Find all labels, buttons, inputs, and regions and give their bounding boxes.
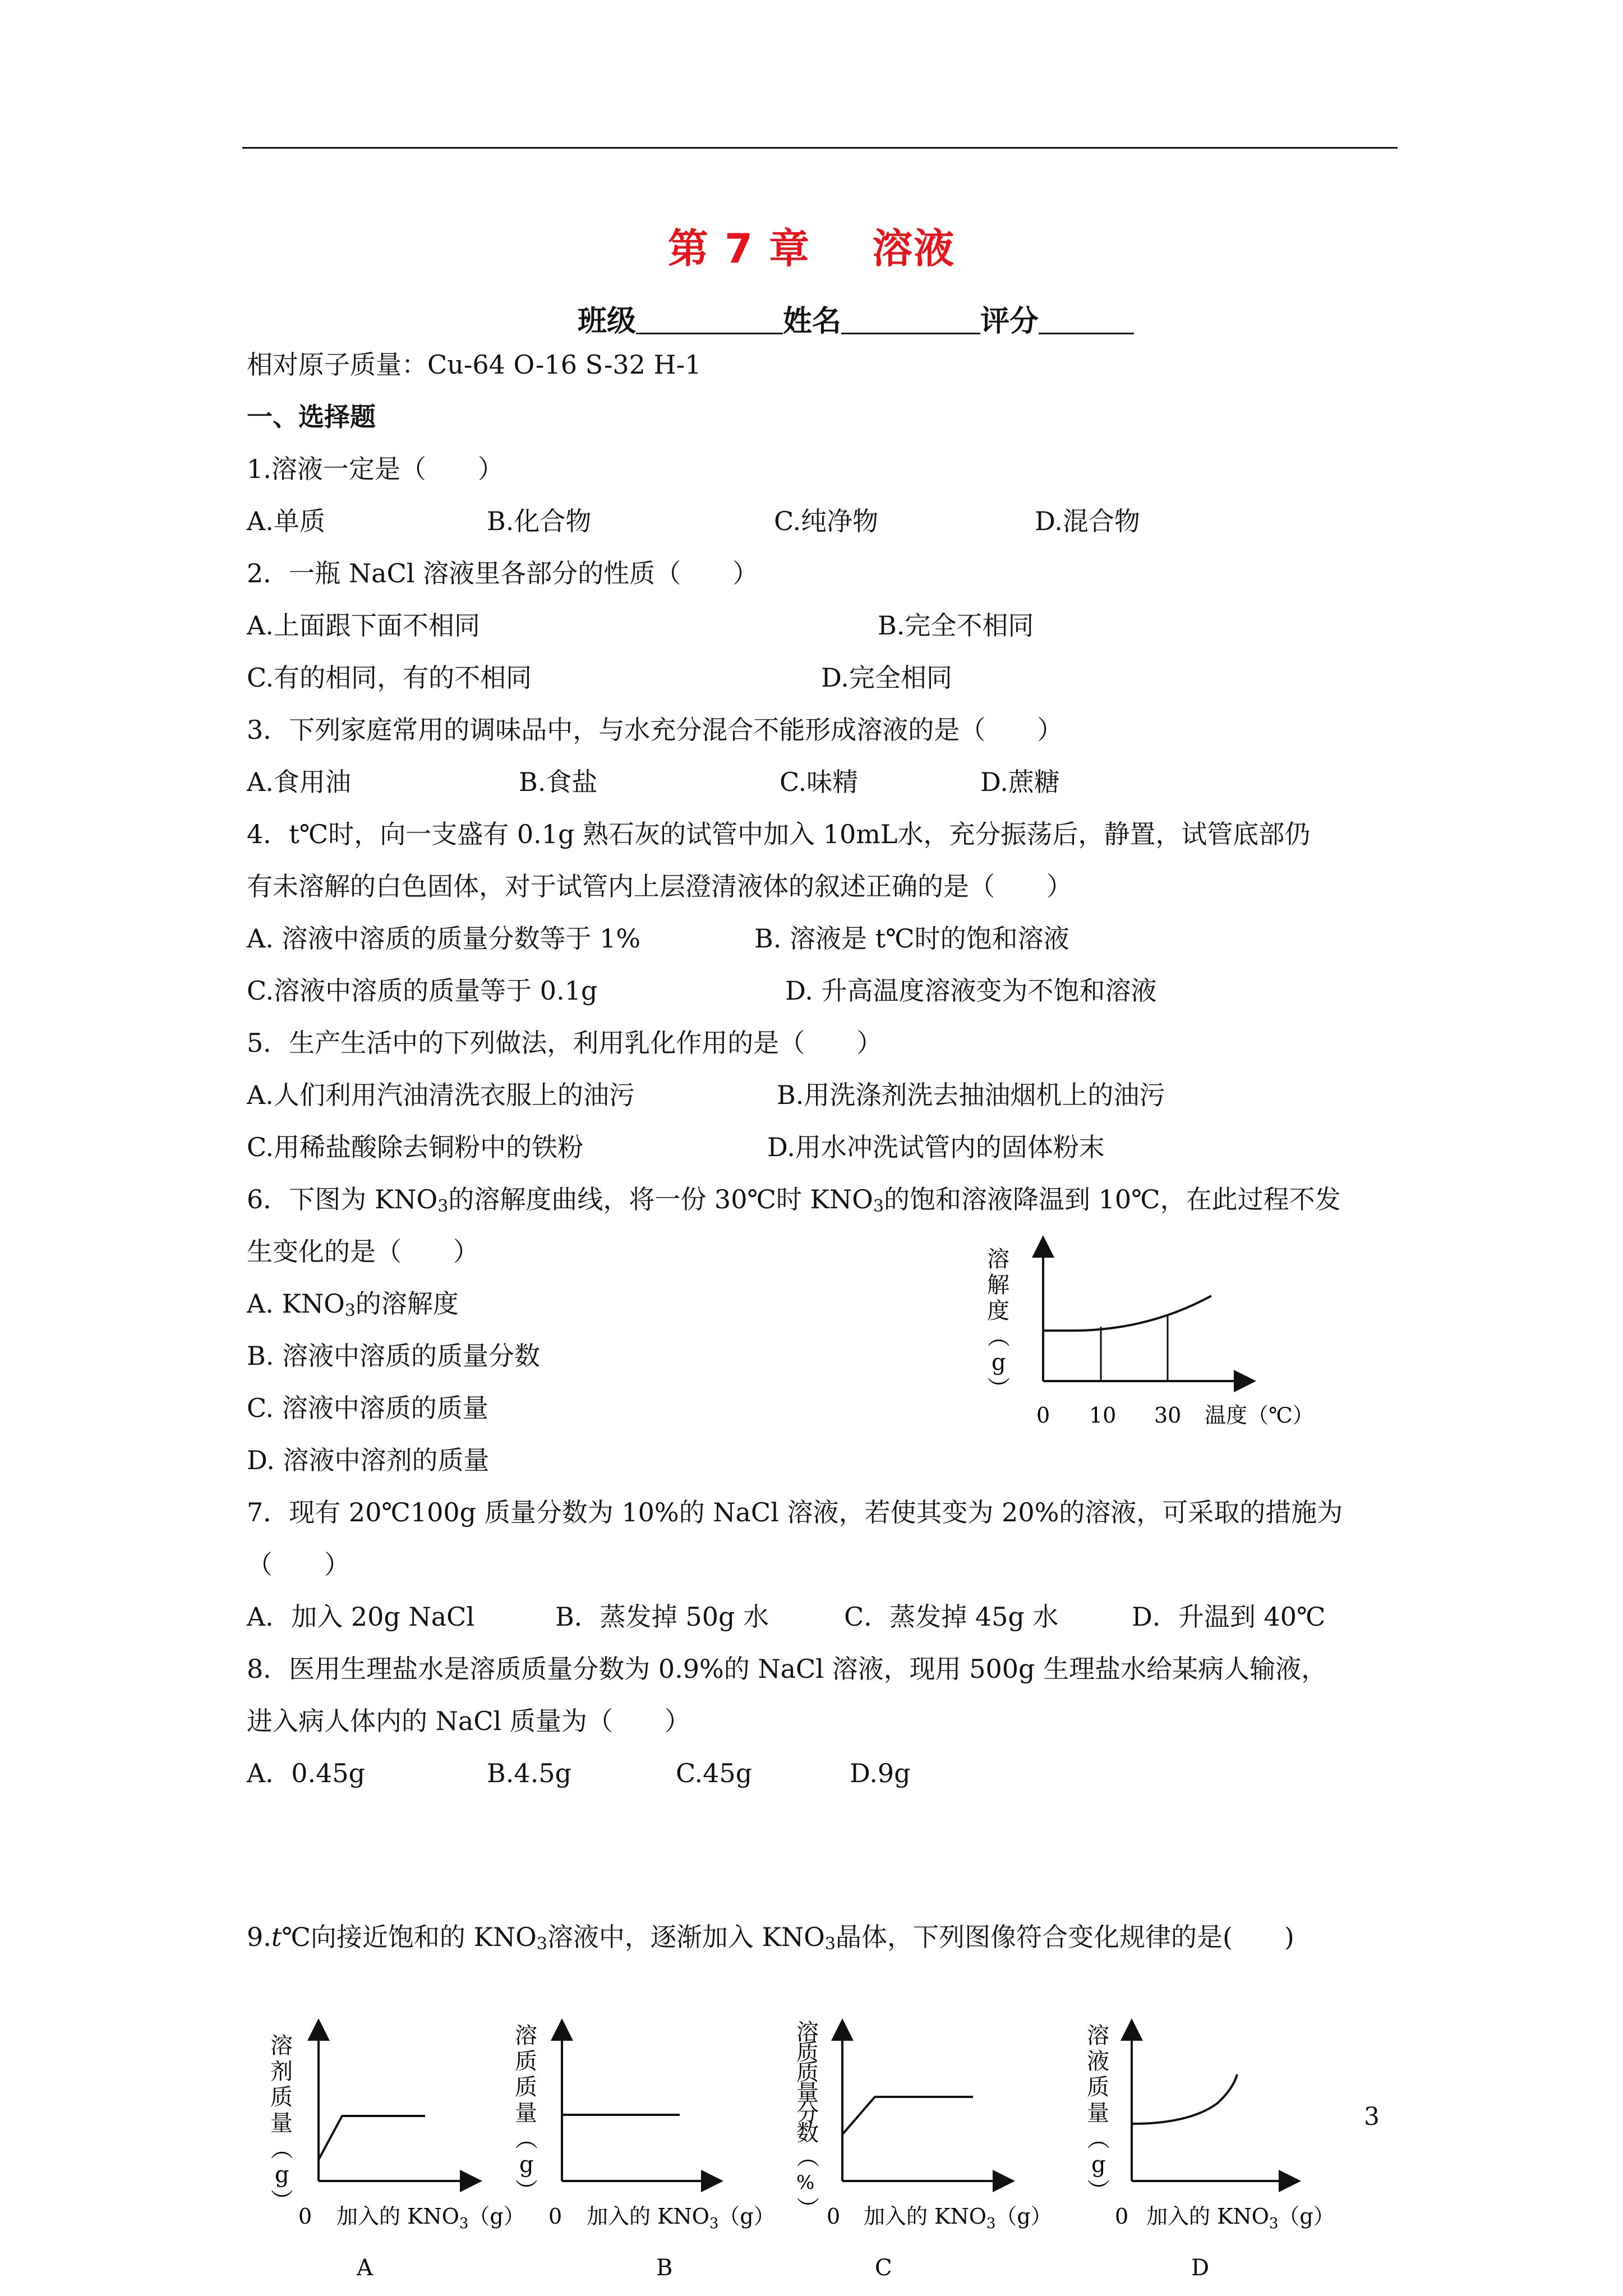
ylabel-char: 度	[987, 1298, 1009, 1324]
q6-stem-part: 的饱和溶液降温到 10℃，在此过程不发	[883, 1184, 1341, 1214]
q8-option-a[interactable]: A．0.45g	[247, 1758, 366, 1788]
q8-option-b[interactable]: B.4.5g	[487, 1758, 572, 1788]
q9-graph-d[interactable]	[1077, 2014, 1346, 2283]
subscript: 3	[437, 1197, 449, 1216]
q6-option-d[interactable]: D. 溶液中溶剂的质量	[247, 1445, 490, 1475]
ylabel-char: g	[992, 1350, 1006, 1375]
q9c-letter: C	[875, 2255, 892, 2281]
title-chapter: 第 7 章	[667, 225, 811, 272]
ylabel-char: g	[275, 2162, 289, 2188]
q4-option-d[interactable]: D. 升高温度溶液变为不饱和溶液	[785, 976, 1157, 1006]
ylabel-char: g	[519, 2152, 534, 2178]
q5-stem: 5．生产生活中的下列做法，利用乳化作用的是（ ）	[247, 1028, 883, 1058]
q9c-curve	[842, 2097, 973, 2134]
ylabel-char: 液	[1087, 2049, 1109, 2074]
xlabel-text: 加入的 KNO	[864, 2204, 986, 2229]
xlabel-unit: （g）	[718, 2204, 775, 2229]
q1-stem: 1.溶液一定是（ ）	[247, 454, 504, 484]
subscript: 3	[1269, 2215, 1279, 2232]
q9d-letter: D	[1191, 2255, 1210, 2281]
ylabel-char: 质	[515, 2049, 537, 2074]
score-blank[interactable]	[1039, 307, 1134, 334]
q6-option-a[interactable]	[247, 1287, 459, 1320]
subscript: 3	[824, 1934, 836, 1954]
q4-stem-line2: 有未溶解的白色固体，对于试管内上层澄清液体的叙述正确的是（ ）	[247, 871, 1072, 901]
page-title	[0, 216, 1623, 274]
ylabel-char: 质	[796, 2040, 819, 2065]
header-rule	[242, 147, 1398, 149]
q5-option-a[interactable]: A.人们利用汽油清洗衣服上的油污	[247, 1080, 635, 1110]
q9-stem	[247, 1920, 1294, 1954]
ylabel-char: 溶	[987, 1246, 1009, 1272]
q9d-xlabel	[1146, 2204, 1335, 2232]
q4-option-c[interactable]: C.溶液中溶质的质量等于 0.1g	[247, 976, 598, 1006]
ylabel-char: 溶	[1087, 2023, 1109, 2049]
q6-option-a-text: A. KNO	[247, 1289, 345, 1319]
ylabel-char: 溶	[270, 2033, 293, 2059]
q9-graph-b[interactable]	[499, 2014, 775, 2283]
ylabel-char: 质	[515, 2074, 537, 2100]
q6-solubility-graph	[976, 1234, 1314, 1447]
q6-x-tick-0: 0	[1036, 1403, 1050, 1428]
q5-option-c[interactable]: C.用稀盐酸除去铜粉中的铁粉	[247, 1132, 584, 1162]
q4-option-b[interactable]: B. 溶液是 t℃时的饱和溶液	[754, 923, 1069, 954]
ylabel-char: 量	[515, 2100, 537, 2126]
class-blank[interactable]	[636, 307, 783, 334]
q9b-origin: 0	[548, 2204, 562, 2229]
q6-ylabel	[985, 1246, 1011, 1399]
q9b-letter: B	[656, 2255, 673, 2281]
name-blank[interactable]	[841, 307, 980, 334]
q3-option-d[interactable]: D.蔗糖	[980, 767, 1060, 797]
subscript: 3	[709, 2215, 719, 2232]
ylabel-char: （	[268, 2137, 294, 2160]
q4-stem-line1: 4．t℃时，向一支盛有 0.1g 熟石灰的试管中加入 10mL水，充分振荡后，静置，试管底部仍	[247, 819, 1311, 849]
q8-stem-line1: 8．医用生理盐水是溶质质量分数为 0.9%的 NaCl 溶液，现用 500g 生理盐水给某病人输液，	[247, 1654, 1327, 1684]
q6-x-label: 温度（℃）	[1205, 1403, 1314, 1428]
q9b-xlabel	[587, 2204, 775, 2232]
ylabel-char: ）	[268, 2189, 294, 2211]
ylabel-char: ）	[513, 2179, 538, 2201]
ylabel-char: 数	[796, 2120, 819, 2146]
q9c-origin: 0	[827, 2204, 841, 2229]
q6-x-tick-10: 10	[1089, 1403, 1117, 1428]
q2-option-b[interactable]: B.完全不相同	[878, 610, 1034, 641]
ylabel-char: 质	[1087, 2074, 1109, 2100]
q9c-ylabel	[794, 2019, 820, 2219]
q5-option-d[interactable]: D.用水冲洗试管内的固体粉末	[767, 1132, 1105, 1162]
ylabel-char: （	[1085, 2127, 1110, 2150]
q9d-curve	[1132, 2074, 1237, 2124]
ylabel-char: ）	[985, 1377, 1011, 1399]
q9a-curve	[319, 2116, 425, 2160]
q3-option-a[interactable]: A.食用油	[247, 767, 351, 797]
q7-option-a[interactable]: A．加入 20g NaCl	[247, 1602, 475, 1632]
q8-option-c[interactable]: C.45g	[676, 1758, 753, 1788]
page-number: 3	[1364, 2102, 1380, 2131]
section-heading: 一、选择题	[247, 402, 376, 432]
ylabel-char: （	[513, 2127, 538, 2150]
q3-stem: 3．下列家庭常用的调味品中，与水充分混合不能形成溶液的是（ ）	[247, 715, 1063, 745]
q9d-origin: 0	[1115, 2204, 1129, 2229]
ylabel-char: 质	[270, 2085, 293, 2110]
ylabel-char: 分	[796, 2100, 819, 2126]
q8-option-d[interactable]: D.9g	[850, 1758, 911, 1788]
q6-stem-line1	[247, 1182, 1341, 1216]
ylabel-char: 溶	[515, 2023, 537, 2049]
ylabel-char: g	[1091, 2152, 1106, 2178]
q9-stem-part: ℃向接近饱和的 KNO	[282, 1922, 537, 1952]
q6-x-tick-30: 30	[1154, 1403, 1182, 1428]
q9a-ylabel	[268, 2033, 294, 2211]
ylabel-char: 质	[796, 2060, 819, 2086]
ylabel-char: （	[985, 1325, 1011, 1347]
q9d-ylabel	[1085, 2023, 1110, 2201]
q7-stem-line1: 7．现有 20℃100g 质量分数为 10%的 NaCl 溶液，若使其变为 20%的溶液，可采取的措施为	[247, 1497, 1343, 1527]
q7-option-b[interactable]: B．蒸发掉 50g 水	[555, 1602, 769, 1632]
q2-option-a[interactable]: A.上面跟下面不相同	[247, 610, 480, 641]
subscript: 3	[873, 1197, 884, 1216]
q3-option-b[interactable]: B.食盐	[519, 767, 598, 797]
q8-stem-line2: 进入病人体内的 NaCl 质量为（ ）	[247, 1706, 690, 1736]
q1-option-d[interactable]: D.混合物	[1035, 506, 1140, 536]
q9-graph-c[interactable]	[780, 2014, 1060, 2283]
q6-stem-part: 6．下图为 KNO	[247, 1184, 438, 1214]
class-label: 班级	[578, 305, 637, 338]
q3-option-c[interactable]: C.味精	[780, 767, 859, 797]
q6-option-b[interactable]: B. 溶液中溶质的质量分数	[247, 1341, 541, 1371]
atomic-mass-line: 相对原子质量：Cu-64 O-16 S-32 H-1	[247, 349, 702, 380]
q9-stem-part: 晶体，下列图像符合变化规律的是( )	[835, 1922, 1294, 1952]
name-label: 姓名	[783, 305, 842, 338]
xlabel-unit: （g）	[995, 2204, 1052, 2229]
q9-stem-italic-t: t	[271, 1922, 282, 1952]
subscript: 3	[344, 1301, 356, 1320]
ylabel-char: 溶	[796, 2019, 819, 2045]
q7-stem-line2: （ ）	[247, 1549, 350, 1580]
q6-option-a-text: 的溶解度	[355, 1289, 459, 1319]
xlabel-text: 加入的 KNO	[1146, 2204, 1269, 2229]
q6-solubility-curve	[1043, 1296, 1211, 1331]
q9-stem-part: 溶液中，逐渐加入 KNO	[547, 1922, 825, 1952]
q6-option-c[interactable]: C. 溶液中溶质的质量	[247, 1393, 488, 1423]
xlabel-unit: （g）	[468, 2204, 525, 2229]
subscript: 3	[536, 1934, 547, 1954]
q6-stem-part: 的溶解度曲线，将一份 30℃时 KNO	[448, 1184, 873, 1214]
subscript: 3	[459, 2215, 469, 2232]
ylabel-char: ）	[794, 2197, 820, 2219]
q2-option-c[interactable]: C.有的相同，有的不相同	[247, 662, 532, 693]
student-info-fields	[578, 297, 1134, 339]
q9b-ylabel	[513, 2023, 538, 2201]
title-topic: 溶液	[872, 225, 956, 272]
q9a-origin: 0	[298, 2204, 312, 2229]
ylabel-char: %	[796, 2171, 815, 2194]
q6-stem-line2: 生变化的是（ ）	[247, 1236, 479, 1267]
q9a-xlabel	[336, 2204, 525, 2232]
ylabel-char: 量	[270, 2110, 293, 2136]
q2-stem: 2．一瓶 NaCl 溶液里各部分的性质（ ）	[247, 558, 759, 588]
ylabel-char: （	[794, 2145, 820, 2168]
ylabel-char: 量	[1087, 2100, 1109, 2126]
q7-option-d[interactable]: D．升温到 40℃	[1132, 1602, 1326, 1632]
q7-option-c[interactable]: C．蒸发掉 45g 水	[844, 1602, 1059, 1632]
ylabel-char: 剂	[270, 2059, 293, 2085]
q5-option-b[interactable]: B.用洗涤剂洗去抽油烟机上的油污	[777, 1080, 1165, 1110]
q9-stem-part: 9.	[247, 1922, 271, 1952]
ylabel-char: 量	[796, 2080, 819, 2106]
subscript: 3	[986, 2215, 996, 2232]
xlabel-text: 加入的 KNO	[587, 2204, 709, 2229]
q2-option-d[interactable]: D.完全相同	[821, 662, 952, 693]
q9a-letter: A	[357, 2255, 373, 2281]
q1-option-a[interactable]: A.单质	[247, 506, 325, 536]
xlabel-unit: （g）	[1278, 2204, 1335, 2229]
q9-graph-a[interactable]	[247, 2014, 525, 2283]
ylabel-char: ）	[1085, 2179, 1110, 2201]
score-label: 评分	[980, 305, 1039, 338]
xlabel-text: 加入的 KNO	[336, 2204, 459, 2229]
q4-option-a[interactable]: A. 溶液中溶质的质量分数等于 1%	[247, 923, 641, 954]
ylabel-char: 解	[987, 1272, 1009, 1298]
q1-option-b[interactable]: B.化合物	[487, 506, 592, 536]
q1-option-c[interactable]: C.纯净物	[774, 506, 879, 536]
q9c-xlabel	[864, 2204, 1052, 2232]
